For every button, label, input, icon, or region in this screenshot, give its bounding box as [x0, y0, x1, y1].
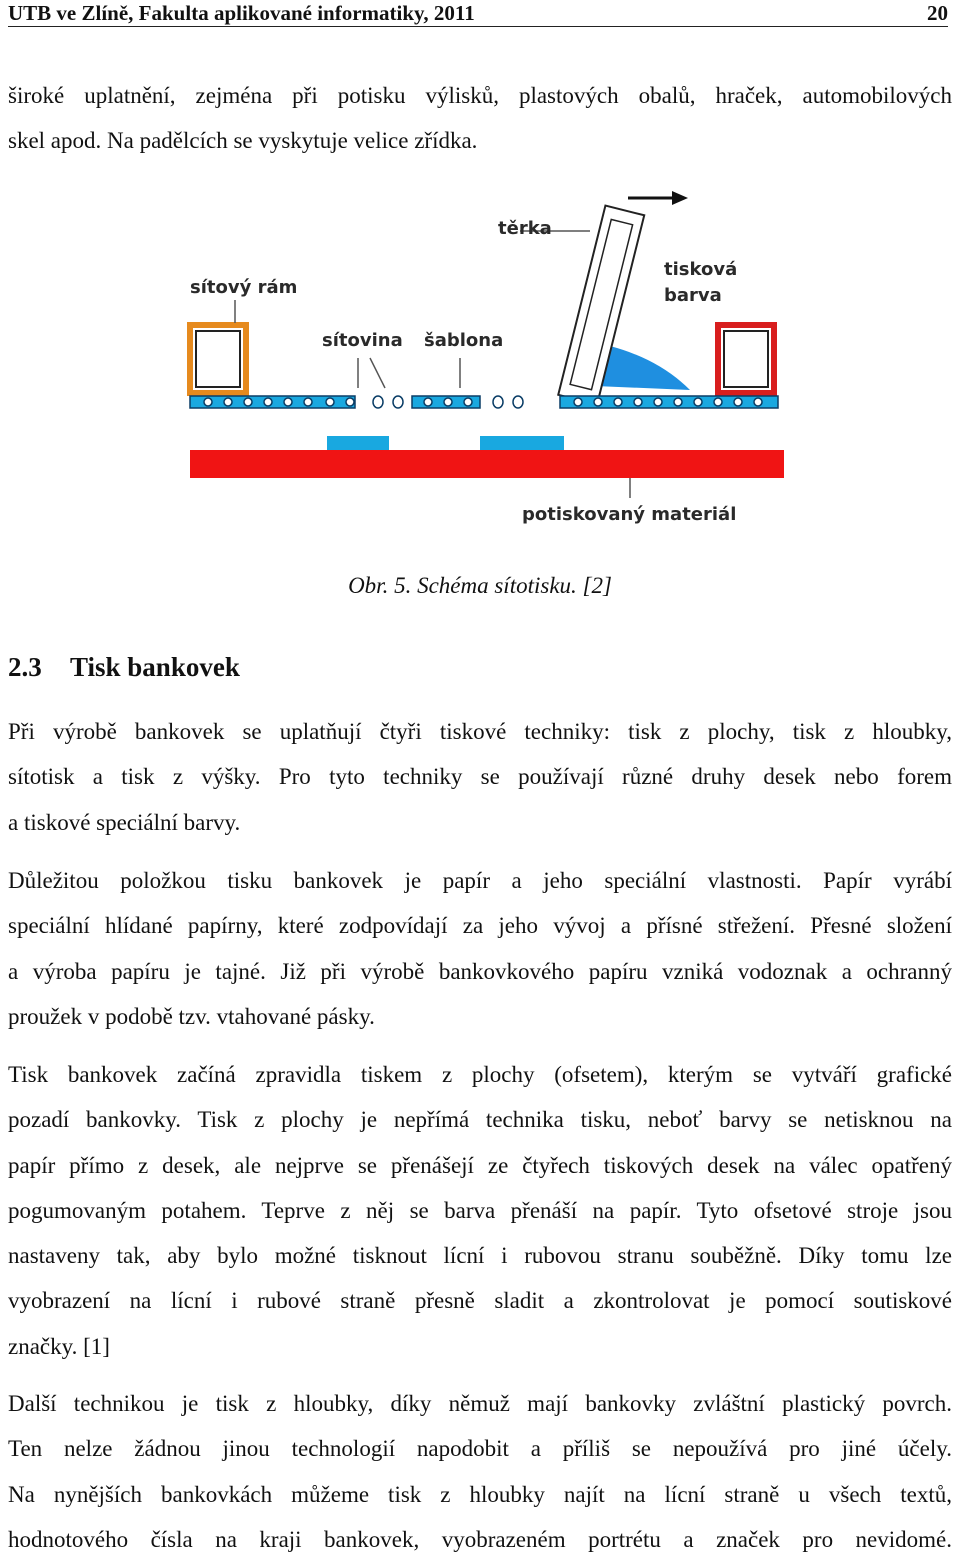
intro-line: skel apod. Na padělcích se vyskytuje velice zřídka. [8, 128, 478, 154]
paragraph-line: sítotisk a tisk z výšky. Pro tyto techniky se používají různé druhy desek nebo forem [8, 764, 952, 790]
paragraph-line: značky. [1] [8, 1333, 110, 1359]
paragraph-line: a výroba papíru je tajné. Již při výrobě bankovkového papíru vzniká vodoznak a ochranný [8, 958, 952, 984]
label-material: potiskovaný materiál [522, 504, 737, 525]
paragraph-line: Ten nelze žádnou jinou technologií napodobit a příliš se nepoužívá pro jiné účely. [8, 1436, 952, 1462]
mesh-threads [204, 396, 762, 408]
label-terka: těrka [498, 218, 552, 239]
paragraph-line: pozadí bankovky. Tisk z plochy je nepřímá technika tisku, neboť barvy se netisknou na [8, 1107, 952, 1133]
header-title: UTB ve Zlíně, Fakulta aplikované informatiky, 2011 [8, 1, 475, 25]
label-sitovina: sítovina [322, 330, 403, 351]
label-sablona: šablona [424, 330, 504, 351]
paragraph-line: papír přímo z desek, ale nejprve se přenášejí ze čtyřech tiskových desek na válec opatřený [8, 1152, 952, 1178]
paragraph-line: Tisk bankovek začíná zpravidla tiskem z plochy (ofsetem), kterým se vytváří grafické [8, 1062, 952, 1087]
paragraph-line: Důležitou položkou tisku bankovek je papír a jeho speciální vlastnosti. Papír vyrábí [8, 868, 952, 893]
section-heading [8, 650, 240, 684]
paragraph-4 [8, 1381, 952, 1562]
intro-line: široké uplatnění, zejména při potisku výlisků, plastových obalů, hraček, automobilových [8, 83, 952, 108]
paragraph-line: proužek v podobě tzv. vtahované pásky. [8, 1003, 375, 1029]
screen-frame-right [718, 325, 774, 393]
paragraph-2 [8, 858, 952, 1039]
paragraph-line: a tiskové speciální barvy. [8, 809, 241, 835]
substrate-material [190, 450, 784, 478]
printed-ink-deposit [480, 436, 564, 450]
printed-ink-deposit [327, 436, 389, 450]
section-number: 2.3 [8, 652, 42, 682]
section-title: Tisk bankovek [70, 652, 240, 682]
intro-paragraph [8, 73, 952, 164]
paragraph-line: vyobrazení na lícní i rubové straně přesně sladit a zkontrolovat je pomocí soutiskové [8, 1288, 952, 1314]
paragraph-line: Při výrobě bankovek se uplatňují čtyři tiskové techniky: tisk z plochy, tisk z hloubky, [8, 719, 952, 744]
figure-caption: Obr. 5. Schéma sítotisku. [2] [348, 573, 612, 598]
paragraph-line: nastaveny tak, aby bylo možné tisknout lícní i rubovou stranu souběžně. Díky tomu lze [8, 1243, 952, 1269]
paragraph-line: hodnotového čísla na kraji bankovek, vyobrazeném portrétu a značek pro nevidomé. [8, 1526, 952, 1552]
paragraph-line: pogumovaným potahem. Teprve z něj se barva přenáší na papír. Tyto ofsetové stroje jsou [8, 1197, 952, 1223]
screen-frame-left [190, 325, 246, 393]
arrow-head-icon [672, 191, 688, 205]
paragraph-3 [8, 1052, 952, 1369]
label-barva: barva [664, 285, 722, 306]
paragraph-line: Na nynějších bankovkách můžeme tisk z hloubky najít na lícní straně u všech textů, [8, 1481, 952, 1507]
label-sitovy-ram: sítový rám [190, 277, 298, 298]
page-header [8, 0, 948, 27]
paragraph-line: Další technikou je tisk z hloubky, díky němuž mají bankovky zvláštní plastický povrch. [8, 1391, 952, 1416]
page-number: 20 [927, 1, 948, 25]
label-tiskova: tisková [664, 259, 738, 280]
paragraph-line: speciální hlídané papírny, které zodpovídají za jeho vývoj a přísné střežení. Přesné složení [8, 913, 952, 939]
label-leader [370, 358, 385, 388]
mesh-bar-right [560, 396, 778, 408]
paragraph-1 [8, 709, 952, 845]
screen-printing-diagram [180, 180, 800, 540]
